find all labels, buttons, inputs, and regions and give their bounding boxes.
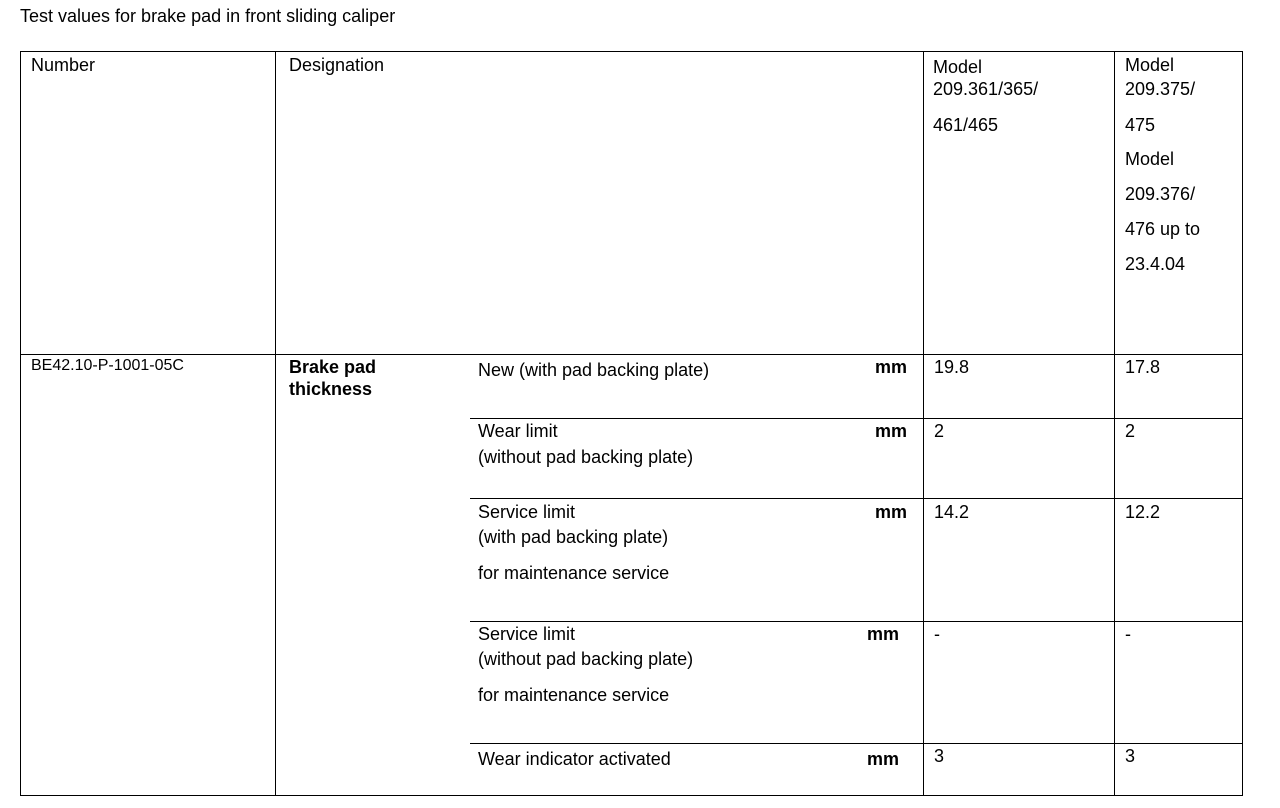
row-divider xyxy=(470,498,1242,499)
column-divider xyxy=(923,52,924,795)
document-title: Test values for brake pad in front sliding caliper xyxy=(20,6,396,26)
item-unit: mm xyxy=(867,749,900,769)
item-label: for maintenance service xyxy=(478,563,670,583)
item-value-a: - xyxy=(934,624,940,644)
header-model-b-line: 209.375/ xyxy=(1125,79,1196,99)
row-divider xyxy=(470,621,1242,622)
item-label: Service limit xyxy=(478,502,576,522)
row-divider xyxy=(470,743,1242,744)
row-divider xyxy=(21,354,1242,355)
header-number: Number xyxy=(31,55,96,75)
item-label: (with pad backing plate) xyxy=(478,527,669,547)
item-label: Service limit xyxy=(478,624,576,644)
test-values-table xyxy=(20,51,1243,796)
item-label: (without pad backing plate) xyxy=(478,649,694,669)
column-divider xyxy=(1114,52,1115,795)
item-value-b: 12.2 xyxy=(1125,502,1161,522)
row-designation-line: Brake pad xyxy=(289,357,377,377)
item-value-a: 2 xyxy=(934,421,945,441)
item-value-b: 3 xyxy=(1125,746,1136,766)
item-label: Wear indicator activated xyxy=(478,749,671,769)
item-label: Wear limit xyxy=(478,421,558,441)
row-designation-line: thickness xyxy=(289,379,373,399)
row-divider xyxy=(470,418,1242,419)
item-unit: mm xyxy=(867,624,900,644)
header-model-a-line: 209.361/365/ xyxy=(933,79,1039,99)
item-value-b: 17.8 xyxy=(1125,357,1161,377)
header-model-b-line: 23.4.04 xyxy=(1125,254,1186,274)
column-divider xyxy=(275,52,276,795)
item-value-a: 14.2 xyxy=(934,502,970,522)
item-unit: mm xyxy=(875,502,908,522)
item-unit: mm xyxy=(875,357,908,377)
item-label: New (with pad backing plate) xyxy=(478,360,710,380)
header-model-b-line: Model xyxy=(1125,55,1175,75)
header-model-a-line: 461/465 xyxy=(933,115,999,135)
header-model-a-line: Model xyxy=(933,57,983,77)
item-value-b: - xyxy=(1125,624,1131,644)
header-model-b-line: Model xyxy=(1125,149,1175,169)
item-value-a: 19.8 xyxy=(934,357,970,377)
item-label: (without pad backing plate) xyxy=(478,447,694,467)
header-model-b-line: 476 up to xyxy=(1125,219,1201,239)
item-value-a: 3 xyxy=(934,746,945,766)
header-model-b-line: 475 xyxy=(1125,115,1156,135)
item-unit: mm xyxy=(875,421,908,441)
row-number: BE42.10-P-1001-05C xyxy=(31,357,184,374)
item-value-b: 2 xyxy=(1125,421,1136,441)
item-label: for maintenance service xyxy=(478,685,670,705)
header-designation: Designation xyxy=(289,55,385,75)
header-model-b-line: 209.376/ xyxy=(1125,184,1196,204)
